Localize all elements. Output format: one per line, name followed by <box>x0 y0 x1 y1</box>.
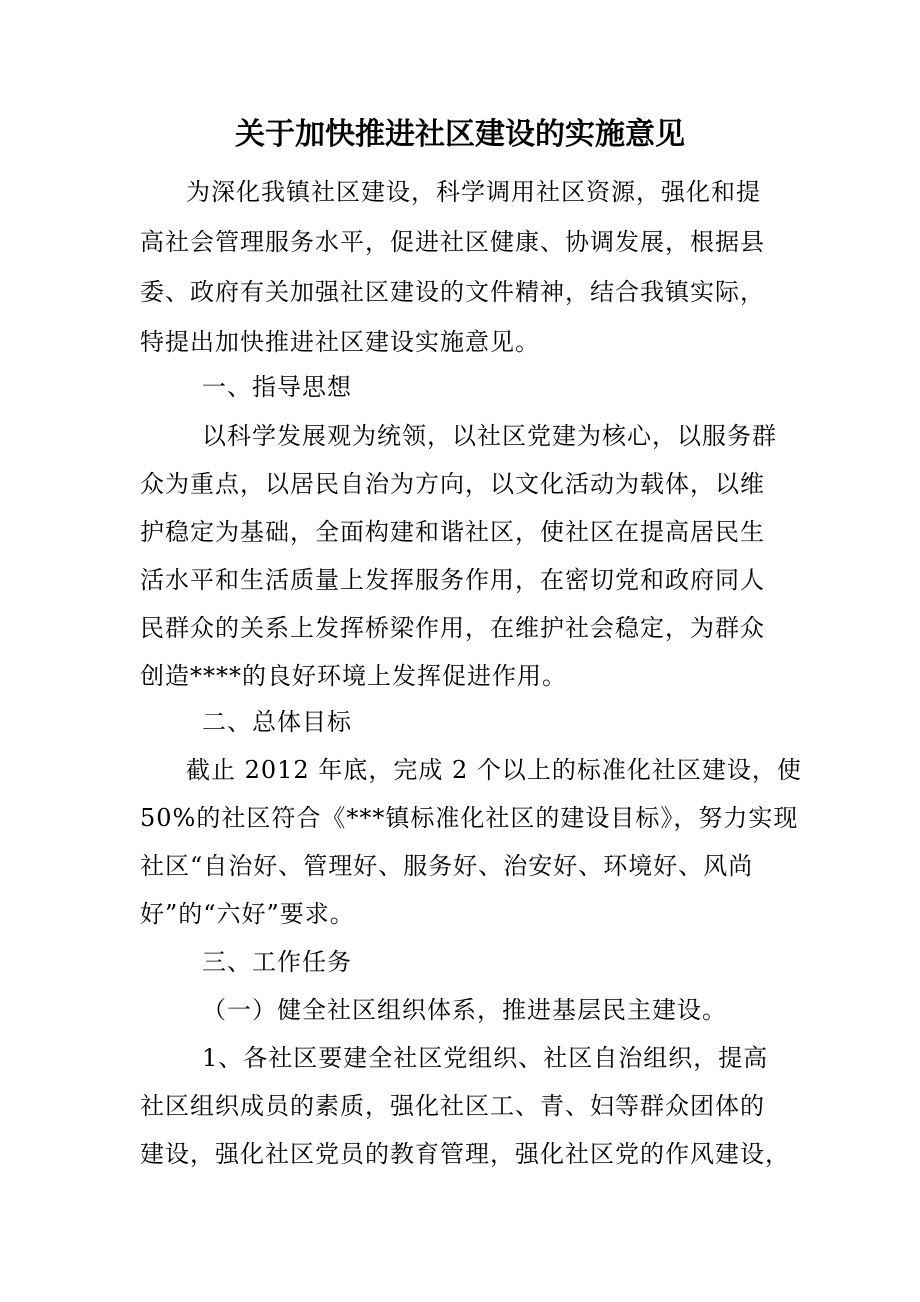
paragraph-line: 50%的社区符合《***镇标准化社区的建设目标》，努力实现 <box>140 804 799 832</box>
paragraph-line: 社区“自治好、管理好、服务好、治安好、环境好、风尚 <box>140 852 754 880</box>
paragraph-line: 活水平和生活质量上发挥服务作用，在密切党和政府同人 <box>140 566 765 594</box>
document-title: 关于加快推进社区建设的实施意见 <box>235 117 685 152</box>
paragraph-line: 创造****的良好环境上发挥促进作用。 <box>140 662 567 690</box>
paragraph-line: 以科学发展观为统领，以社区党建为核心，以服务群 <box>202 422 777 450</box>
paragraph-line: 为深化我镇社区建设，科学调用社区资源，强化和提 <box>186 178 761 206</box>
paragraph-line: 委、政府有关加强社区建设的文件精神，结合我镇实际， <box>140 278 765 306</box>
paragraph-line: 1、各社区要建全社区党组织、社区自治组织，提高 <box>202 1044 769 1072</box>
paragraph-line: 建设，强化社区党员的教育管理，强化社区党的作风建设， <box>140 1140 790 1168</box>
paragraph-line: 高社会管理服务水平，促进社区健康、协调发展，根据县 <box>140 228 765 256</box>
paragraph-line: 好”的“六好”要求。 <box>140 900 355 928</box>
paragraph-line: 民群众的关系上发挥桥梁作用，在维护社会稳定，为群众 <box>140 614 765 642</box>
paragraph-line: 截止 2012 年底，完成 2 个以上的标准化社区建设，使 <box>186 756 802 784</box>
section-heading: 一、指导思想 <box>202 373 352 401</box>
paragraph-line: 特提出加快推进社区建设实施意见。 <box>140 328 540 356</box>
paragraph-line: 众为重点，以居民自治为方向，以文化活动为载体，以维 <box>140 470 765 498</box>
paragraph-line: 护稳定为基础，全面构建和谐社区，使社区在提高居民生 <box>140 518 765 546</box>
subsection-heading: （一）健全社区组织体系，推进基层民主建设。 <box>202 996 727 1024</box>
section-heading: 三、工作任务 <box>202 948 352 976</box>
paragraph-line: 社区组织成员的素质，强化社区工、青、妇等群众团体的 <box>140 1092 765 1120</box>
section-heading: 二、总体目标 <box>202 708 352 736</box>
